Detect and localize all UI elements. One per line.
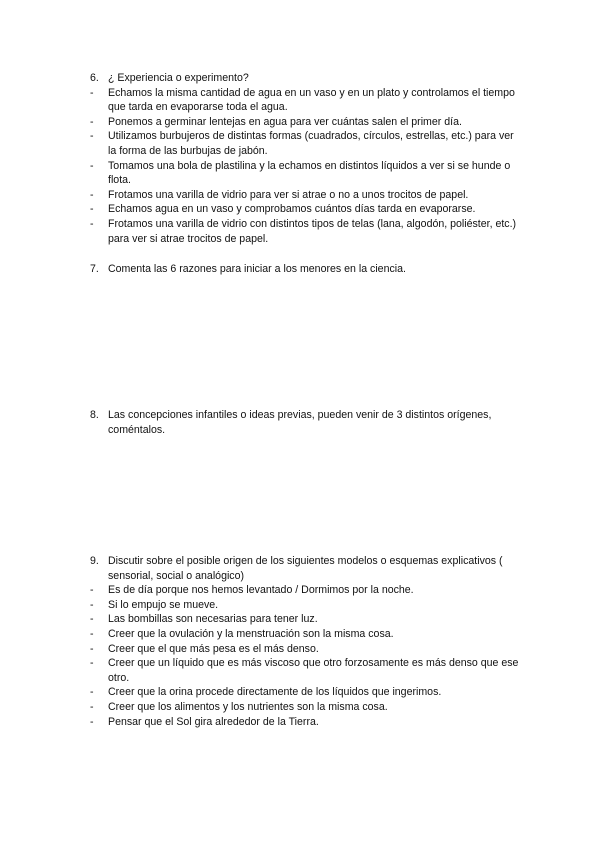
- question-6-heading: [90, 71, 520, 86]
- question-6: [90, 71, 520, 246]
- bullet-dash: -: [90, 217, 94, 230]
- question-7-heading: [90, 262, 520, 277]
- bullet-dash: -: [90, 613, 94, 626]
- question-title: ¿ Experiencia o experimento?: [108, 72, 249, 84]
- question-7: [90, 262, 520, 277]
- question-number: 6.: [90, 72, 99, 84]
- bullet-dash: -: [90, 159, 94, 172]
- list-item-text: Echamos agua en un vaso y comprobamos cuántos días tarda en evaporarse.: [108, 203, 476, 216]
- list-item: [90, 202, 520, 217]
- list-item-text: Si lo empujo se mueve.: [108, 598, 219, 611]
- question-text: Discutir sobre el posible origen de los siguientes modelos o esquemas explicativos ( sensorial, social o analógico): [108, 555, 503, 582]
- question-text: Las concepciones infantiles o ideas previas, pueden venir de 3 distintos orígenes, coméntalos.: [108, 409, 492, 436]
- bullet-dash: -: [90, 642, 94, 655]
- list-item: [90, 217, 520, 246]
- bullet-dash: -: [90, 188, 94, 201]
- list-item: [90, 115, 520, 130]
- list-item: [90, 612, 520, 627]
- list-item-text: Pensar que el Sol gira alrededor de la Tierra.: [108, 715, 319, 728]
- list-item-text: Creer que la orina procede directamente de los líquidos que ingerimos.: [108, 686, 442, 699]
- list-item: [90, 598, 520, 613]
- question-8-heading: [90, 408, 520, 437]
- list-item-text: Creer que el que más pesa es el más denso.: [108, 642, 319, 655]
- list-item-text: Ponemos a germinar lentejas en agua para ver cuántas salen el primer día.: [108, 115, 462, 128]
- question-9-heading: [90, 554, 520, 583]
- question-number: 9.: [90, 555, 99, 567]
- bullet-dash: -: [90, 657, 94, 670]
- bullet-dash: -: [90, 700, 94, 713]
- list-item-text: Es de día porque nos hemos levantado / Dormimos por la noche.: [108, 584, 414, 597]
- bullet-dash: -: [90, 130, 94, 143]
- question-text: Comenta las 6 razones para iniciar a los menores en la ciencia.: [108, 263, 406, 275]
- question-8: [90, 408, 520, 437]
- bullet-dash: -: [90, 203, 94, 216]
- list-item-text: Creer que un líquido que es más viscoso que otro forzosamente es más denso que ese otro.: [108, 657, 519, 684]
- list-item: [90, 656, 520, 685]
- list-item: [90, 159, 520, 188]
- question-number: 7.: [90, 263, 99, 275]
- list-item: [90, 583, 520, 598]
- list-item: [90, 642, 520, 657]
- list-item: [90, 685, 520, 700]
- list-item-text: Las bombillas son necesarias para tener luz.: [108, 613, 318, 626]
- bullet-dash: -: [90, 598, 94, 611]
- list-item: [90, 715, 520, 730]
- list-item: [90, 129, 520, 158]
- list-item: [90, 627, 520, 642]
- list-item-text: Utilizamos burbujeros de distintas formas (cuadrados, círculos, estrellas, etc.) para ver la forma de las burbujas de jabón.: [108, 130, 514, 157]
- bullet-dash: -: [90, 715, 94, 728]
- bullet-dash: -: [90, 686, 94, 699]
- list-item-text: Tomamos una bola de plastilina y la echamos en distintos líquidos a ver si se hunde o flota.: [108, 159, 511, 187]
- bullet-dash: -: [90, 86, 94, 99]
- list-item-text: Creer que los alimentos y los nutrientes son la misma cosa.: [108, 700, 388, 713]
- bullet-dash: -: [90, 115, 94, 128]
- list-item: [90, 700, 520, 715]
- bullet-dash: -: [90, 627, 94, 640]
- list-item: [90, 86, 520, 115]
- list-item: [90, 188, 520, 203]
- list-item-text: Frotamos una varilla de vidrio con distintos tipos de telas (lana, algodón, poliéster, etc.) para ver si atrae trocitos de papel.: [108, 217, 517, 245]
- bullet-dash: -: [90, 584, 94, 597]
- question-9: [90, 554, 520, 729]
- list-item-text: Frotamos una varilla de vidrio para ver si atrae o no a unos trocitos de papel.: [108, 188, 469, 201]
- list-item-text: Creer que la ovulación y la menstruación son la misma cosa.: [108, 627, 394, 640]
- question-number: 8.: [90, 409, 99, 421]
- list-item-text: Echamos la misma cantidad de agua en un vaso y en un plato y controlamos el tiempo que tarda en evaporarse toda el agua.: [108, 86, 515, 114]
